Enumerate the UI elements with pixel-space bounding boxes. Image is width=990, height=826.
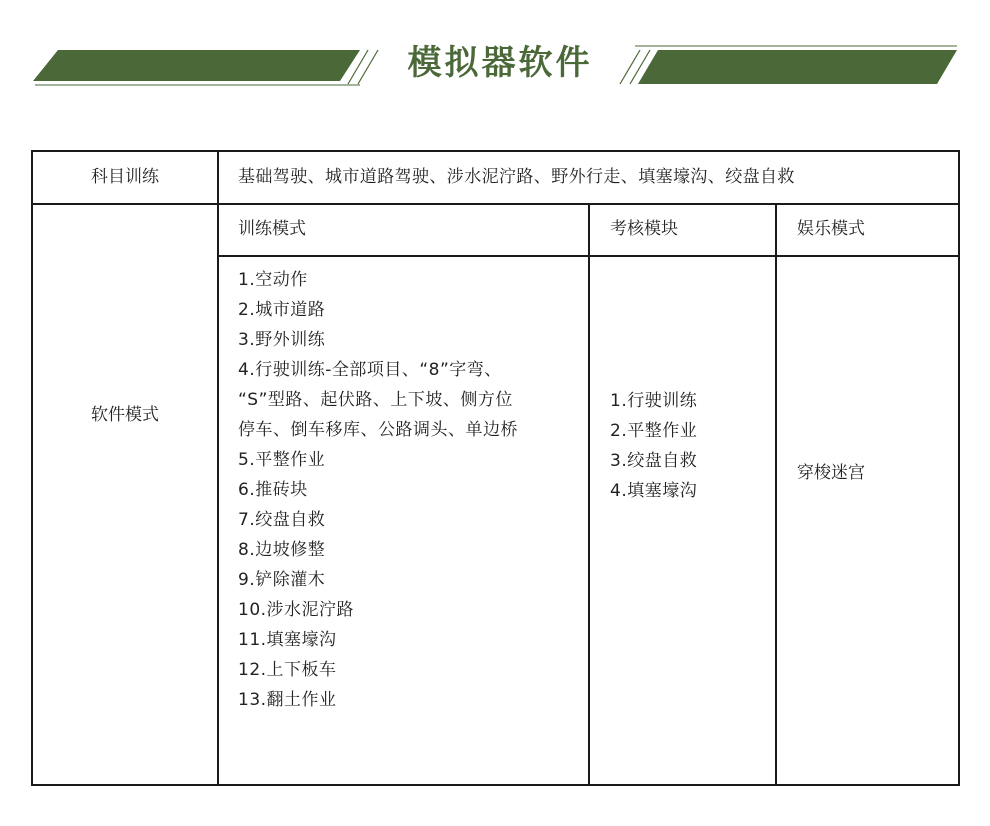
entertainment-item: 穿梭迷宫 [797,463,865,483]
list-item: “S”型路、起伏路、上下坡、侧方位 [238,390,513,410]
right-banner-bar [638,50,957,84]
list-item: 9.铲除灌木 [238,570,326,590]
col-header-training-mode: 训练模式 [238,219,306,239]
list-item: 11.填塞壕沟 [238,630,337,650]
exam-module-list [610,386,697,506]
list-item: 3.野外训练 [238,330,326,350]
list-item: 停车、倒车移库、公路调头、单边桥 [238,420,518,440]
row-label-software-mode: 软件模式 [91,405,159,425]
training-mode-list [238,265,518,715]
list-item: 13.翻土作业 [238,690,337,710]
col-header-entertainment-mode: 娱乐模式 [797,219,865,239]
left-banner-bar [33,50,360,81]
label-column-divider [217,152,219,784]
list-item: 7.绞盘自救 [238,510,326,530]
col-header-exam-module: 考核模块 [610,219,678,239]
list-item: 4.填塞壕沟 [610,481,698,501]
page-title: 模拟器软件 [407,43,593,83]
left-slash-2 [358,50,378,84]
row-divider-1 [33,203,958,205]
list-item: 3.绞盘自救 [610,451,698,471]
list-item: 2.城市道路 [238,300,326,320]
list-item: 5.平整作业 [238,450,326,470]
list-item: 4.行驶训练-全部项目、“8”字弯、 [238,360,502,380]
list-item: 1.空动作 [238,270,308,290]
spec-table [31,150,960,786]
list-item: 1.行驶训练 [610,391,698,411]
column-divider-3 [775,205,777,784]
list-item: 2.平整作业 [610,421,698,441]
row-value-subject-training: 基础驾驶、城市道路驾驶、涉水泥泞路、野外行走、填塞壕沟、绞盘自救 [238,167,795,187]
list-item: 8.边坡修整 [238,540,326,560]
section-header [0,0,990,110]
row-label-subject-training: 科目训练 [91,167,159,187]
column-divider-2 [588,205,590,784]
list-item: 6.推砖块 [238,480,308,500]
list-item: 10.涉水泥泞路 [238,600,355,620]
list-item: 12.上下板车 [238,660,337,680]
right-slash-1 [620,50,640,84]
